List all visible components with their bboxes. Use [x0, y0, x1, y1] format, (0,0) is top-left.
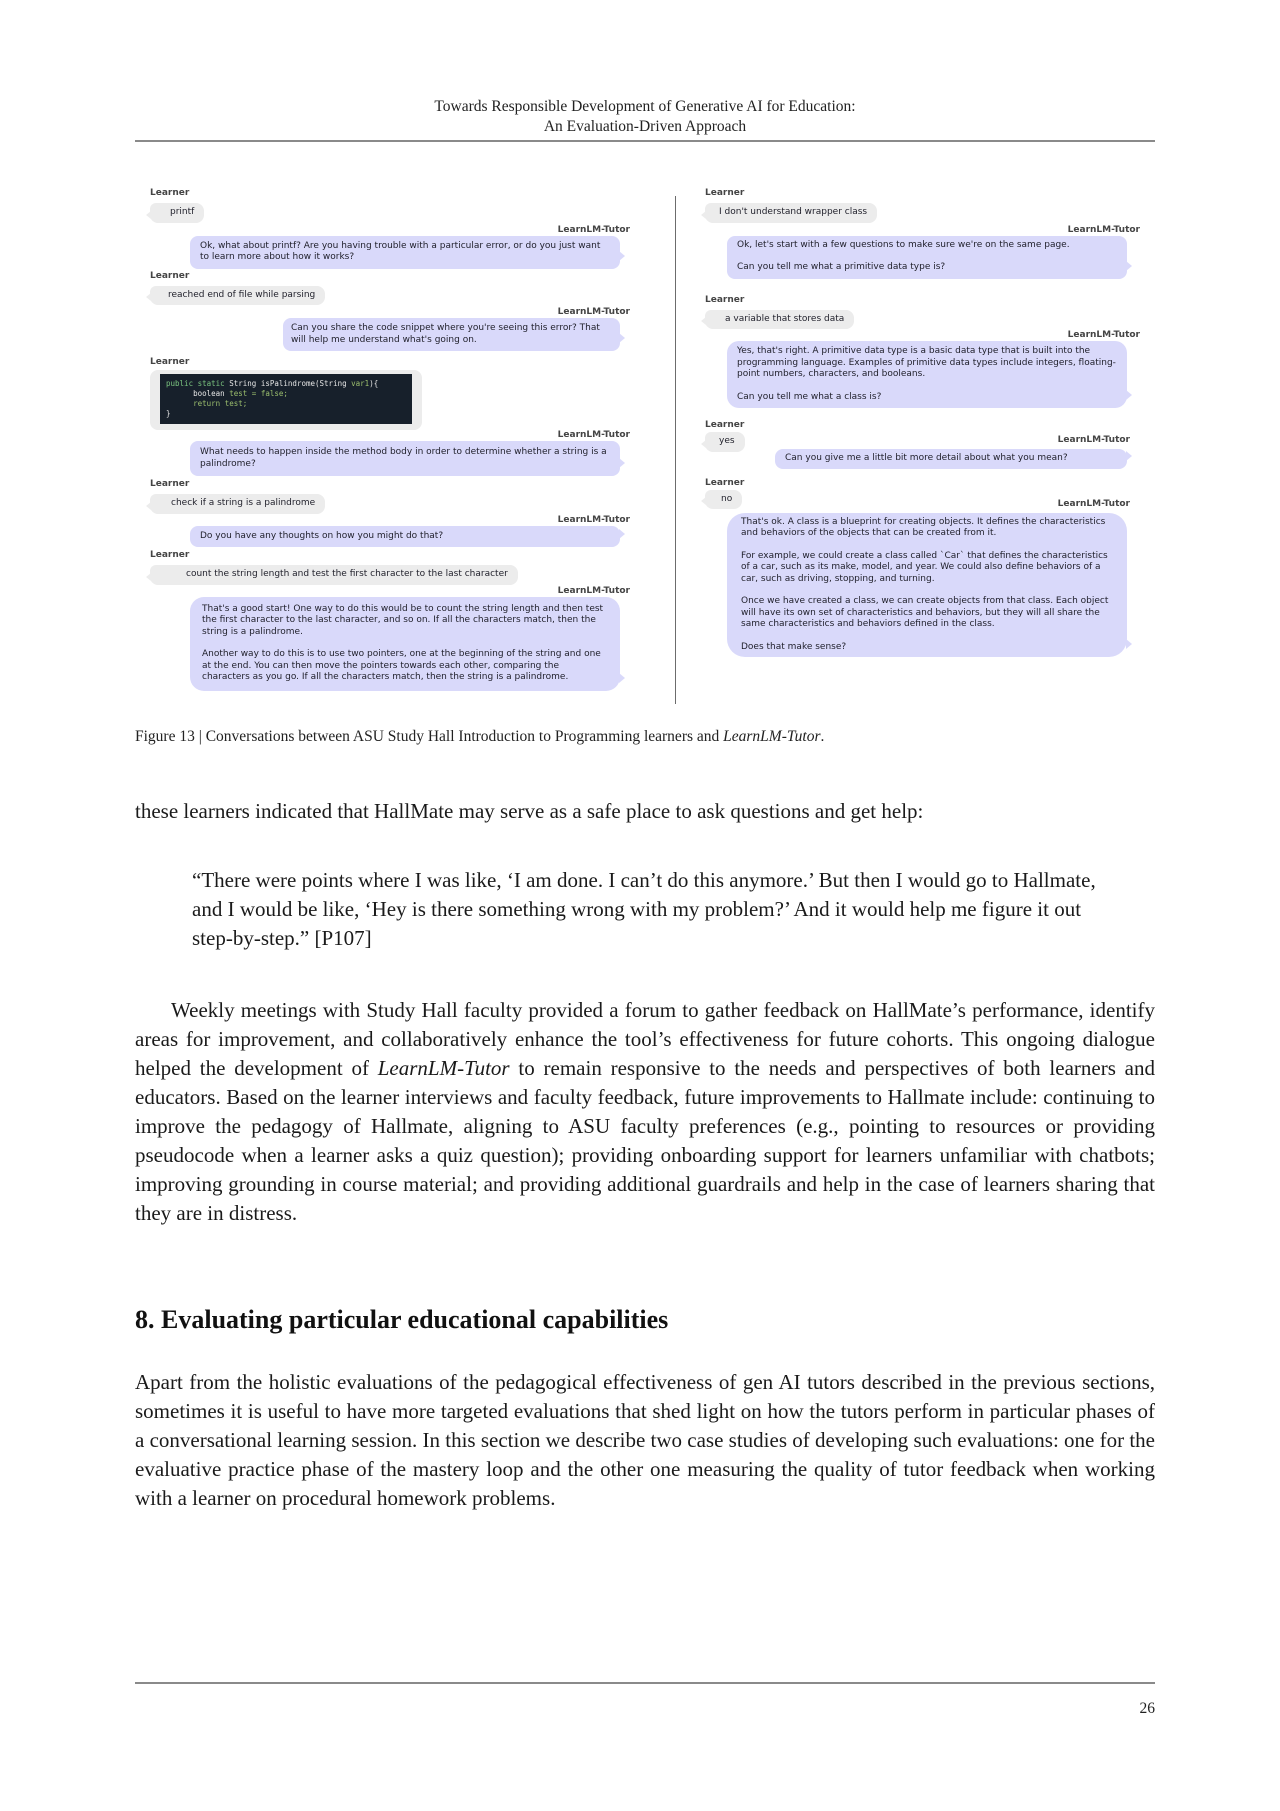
tutor-paragraph: Ok, let's start with a few questions to make sure we're on the same page.	[737, 239, 1070, 250]
speaker-learner: Learner	[150, 479, 190, 489]
tutor-paragraph: Another way to do this is to use two pointers, one at the beginning of the string and one at the end. You can then move the pointers towards each other, comparing the characters as you go. If all the characters match, then the string is a palindrome.	[202, 649, 601, 682]
speaker-learner: Learner	[705, 188, 745, 198]
learner-message: reached end of file while parsing	[150, 286, 325, 306]
learner-message: check if a string is a palindrome	[150, 494, 325, 514]
learner-message: no	[705, 490, 742, 510]
paragraph-section-intro: Apart from the holistic evaluations of the pedagogical effectiveness of gen AI tutors described in the previous sections, sometimes it is useful to have more targeted evaluations that shed light on how the tutors perform in particular phases of a conversational learning session. In this section we describe two case studies of developing such evaluations: one for the evaluative practice phase of the mastery loop and the other one measuring the quality of tutor feedback when working with a learner on procedural homework problems.	[135, 1370, 1155, 1510]
tutor-message	[727, 341, 1127, 408]
speaker-tutor: LearnLM-Tutor	[1057, 435, 1130, 445]
figure-caption: Figure 13 | Conversations between ASU Study Hall Introduction to Programming learners and LearnLM-Tutor.	[135, 728, 825, 745]
speaker-tutor: LearnLM-Tutor	[557, 307, 630, 317]
block-quote: “There were points where I was like, ‘I am done. I can’t do this anymore.’ But then I would go to Hallmate, and I would be like, ‘Hey is there something wrong with my problem?’ And it would help me figure it out step-by-step.” [P107]	[192, 868, 1096, 950]
tutor-message	[727, 236, 1127, 279]
learner-message: a variable that stores data	[705, 310, 854, 330]
header-rule	[135, 140, 1155, 142]
speaker-tutor: LearnLM-Tutor	[1067, 224, 1140, 235]
header-title-line2: An Evaluation-Driven Approach	[543, 118, 747, 135]
tutor-message: Can you give me a little bit more detail about what you mean?	[775, 449, 1127, 469]
tutor-paragraph: Does that make sense?	[741, 641, 847, 652]
speaker-tutor: LearnLM-Tutor	[557, 224, 630, 235]
speaker-tutor: LearnLM-Tutor	[557, 430, 630, 440]
learner-message: I don't understand wrapper class	[705, 203, 877, 223]
tutor-message: Can you share the code snippet where you're seeing this error? That will help me understand what's going on.	[283, 318, 620, 351]
section-heading: 8. Evaluating particular educational capabilities	[135, 1305, 669, 1334]
speaker-learner: Learner	[150, 188, 190, 198]
code-snippet: public static String isPalindrome(String var1){ boolean test = false; return test; }	[160, 374, 412, 424]
header-title-line1: Towards Responsible Development of Generative AI for Education:	[434, 98, 856, 115]
speaker-learner: Learner	[150, 357, 190, 367]
tutor-paragraph: That's ok. A class is a blueprint for creating objects. It defines the characteristics and behaviors of the objects that can be created from it.	[741, 516, 1106, 538]
speaker-learner: Learner	[705, 477, 745, 488]
speaker-tutor: LearnLM-Tutor	[557, 514, 630, 525]
tutor-message: Ok, what about printf? Are you having trouble with a particular error, or do you just want to learn more about how it works?	[190, 236, 620, 269]
tutor-paragraph: Yes, that's right. A primitive data type is a basic data type that is built into the programming language. Examples of primitive data types include integers, floating-point numbers, characters, and booleans.	[737, 346, 1116, 379]
speaker-tutor: LearnLM-Tutor	[1067, 330, 1140, 340]
tutor-paragraph: Can you tell me what a primitive data type is?	[737, 262, 946, 272]
learner-code-message	[150, 370, 422, 430]
conversation-right	[705, 186, 1140, 657]
learner-message: yes	[705, 432, 745, 452]
tutor-message	[727, 513, 1127, 658]
speaker-learner: Learner	[150, 270, 190, 281]
figure-13	[135, 186, 1155, 706]
speaker-learner: Learner	[705, 420, 745, 430]
speaker-learner: Learner	[150, 550, 190, 560]
tutor-message: What needs to happen inside the method body in order to determine whether a string is a palindrome?	[190, 441, 620, 476]
page-number: 26	[1139, 1700, 1155, 1717]
speaker-learner: Learner	[705, 294, 745, 305]
learner-message: count the string length and test the first character to the last character	[150, 565, 518, 585]
tutor-paragraph: That's a good start! One way to do this would be to count the string length and then test the first character to the last character, and so on. If all the characters match, then the string is a palindrome.	[202, 603, 604, 637]
paragraph-faculty-feedback: Weekly meetings with Study Hall faculty provided a forum to gather feedback on HallMate’s performance, identify areas for improvement, and collaboratively enhance the tool’s effectiveness for future cohorts. This ongoing dialogue helped the development of LearnLM-Tutor to remain responsive to the needs and perspectives of both learners and educators. Based on the learner interviews and faculty feedback, future improvements to Hallmate include: continuing to improve the pedagogy of Hallmate, aligning to ASU faculty preferences (e.g., pointing to resources or providing pseudocode when a learner asks a quiz question); providing onboarding support for learners unfamiliar with chatbots; improving grounding in course material; and providing additional guardrails and help in the case of learners sharing that they are in distress.	[135, 998, 1155, 1225]
tutor-message	[190, 597, 620, 691]
speaker-tutor: LearnLM-Tutor	[1057, 498, 1130, 509]
speaker-tutor: LearnLM-Tutor	[557, 585, 630, 596]
footer-rule	[135, 1682, 1155, 1684]
running-header	[135, 97, 1155, 137]
tutor-paragraph: Once we have created a class, we can create objects from that class. Each object will have its own set of characteristics and behaviors, but they will all share the same characteristics and behaviors defined in the class.	[741, 596, 1109, 629]
tutor-paragraph: For example, we could create a class called `Car` that defines the characteristics of a car, such as its make, model, and year. We could also define behaviors of a car, such as driving, stopping, and turning.	[741, 550, 1108, 584]
conversation-left	[150, 186, 630, 691]
tutor-message: Do you have any thoughts on how you might do that?	[190, 526, 620, 548]
tutor-paragraph: Can you tell me what a class is?	[737, 391, 882, 402]
learner-message: printf	[150, 203, 204, 223]
lead-in-paragraph: these learners indicated that HallMate may serve as a safe place to ask questions and get help:	[135, 799, 924, 823]
column-divider	[675, 196, 676, 704]
